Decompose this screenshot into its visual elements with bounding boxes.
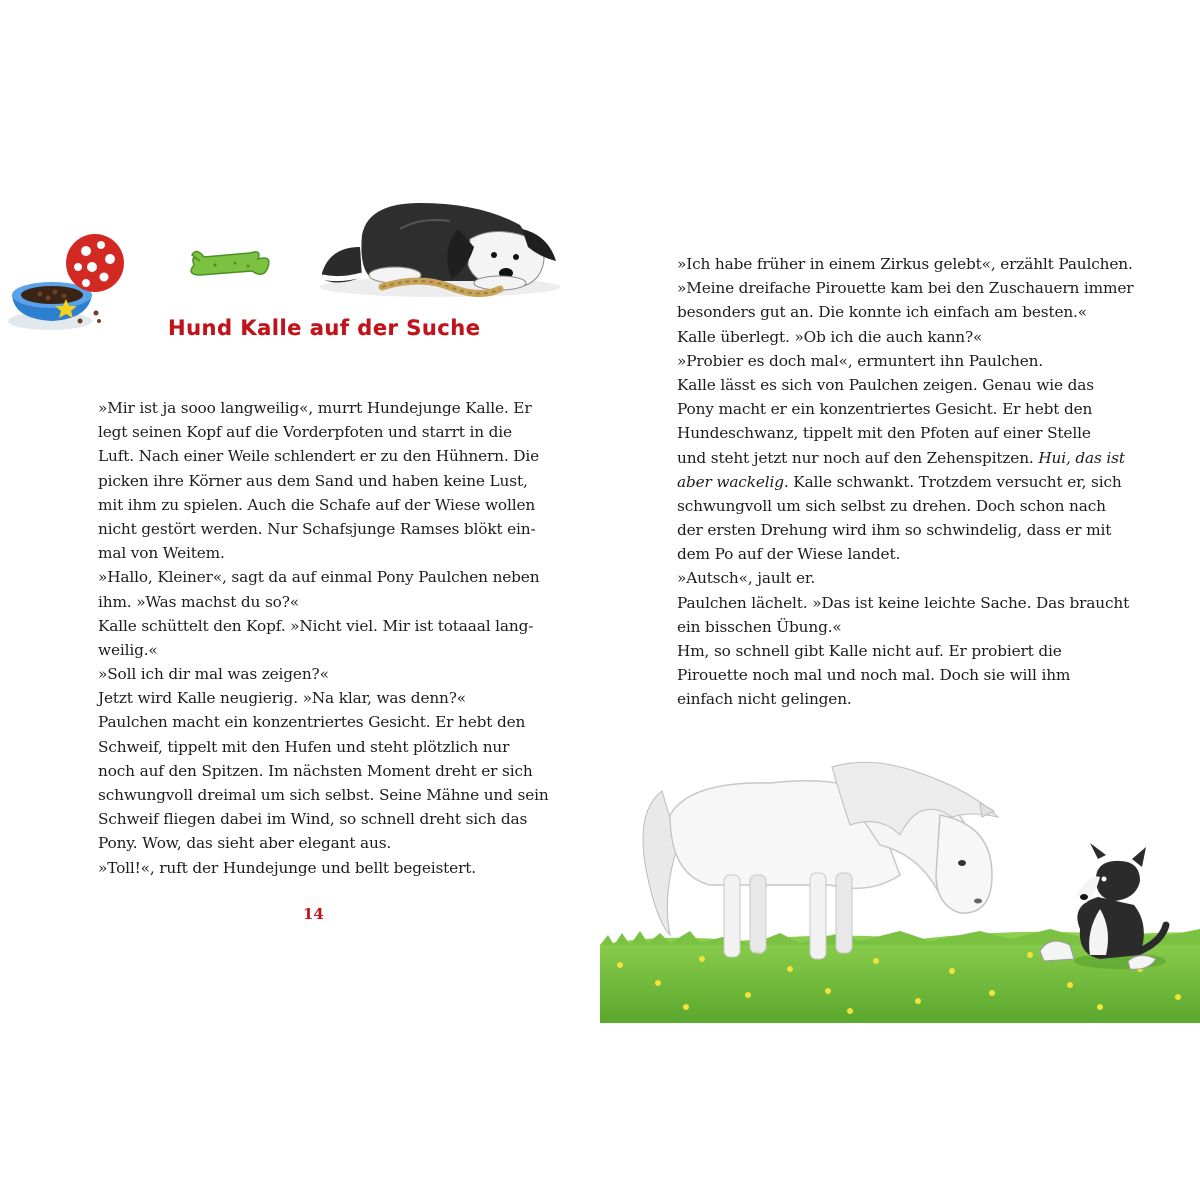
text-line: Luft. Nach einer Weile schlendert er zu den Hühnern. Die [98, 447, 540, 466]
text-line: Hundeschwanz, tippelt mit den Pfoten auf einer Stelle [677, 424, 1091, 443]
text-line: noch auf den Spitzen. Im nächsten Moment dreht er sich [98, 761, 533, 780]
text-line: Pony macht er ein konzentriertes Gesicht. Er hebt den [677, 400, 1093, 419]
text-line: besonders gut an. Die konnte ich einfach am besten.« [677, 303, 1087, 322]
text-line: nicht gestört werden. Nur Schafsjunge Ramses blökt ein- [98, 519, 536, 538]
text-line: der ersten Drehung wird ihm so schwindelig, dass er mit [677, 521, 1112, 540]
text-line: Kalle schüttelt den Kopf. »Nicht viel. Mir ist totaaal lang- [98, 616, 534, 635]
text-line: Kalle lässt es sich von Paulchen zeigen. Genau wie das [677, 375, 1094, 394]
text-line: Schweif fliegen dabei im Wind, so schnell dreht sich das [98, 810, 528, 829]
puppy-icon [1040, 843, 1166, 969]
text-line: schwungvoll dreimal um sich selbst. Seine Mähne und sein [98, 786, 549, 804]
text-line: »Ich habe früher in einem Zirkus gelebt«, erzählt Paulchen. [677, 255, 1133, 273]
text-segment: Kalle schwankt. Trotzdem versucht er, sich [788, 472, 1122, 491]
pony-icon [643, 762, 998, 959]
text-line: Paulchen macht ein konzentriertes Gesicht. Er hebt den [98, 713, 526, 732]
ball-icon [66, 234, 124, 292]
sleeping-dog-icon [320, 203, 560, 297]
text-line: »Hallo, Kleiner«, sagt da auf einmal Pony Paulchen neben [98, 568, 540, 587]
text-line: legt seinen Kopf auf die Vorderpfoten und starrt in die [98, 423, 512, 442]
text-line: Jetzt wird Kalle neugierig. »Na klar, was denn?« [98, 689, 467, 708]
text-line: Kalle überlegt. »Ob ich die auch kann?« [677, 327, 983, 346]
text-line: ihm. »Was machst du so?« [98, 592, 299, 611]
page-number: 14 [303, 905, 324, 923]
bone-icon [191, 251, 269, 275]
text-line-mixed [677, 446, 1125, 470]
text-line: dem Po auf der Wiese landet. [677, 545, 901, 564]
text-line: picken ihre Körner aus dem Sand und haben keine Lust, [98, 471, 528, 490]
text-line: Paulchen lächelt. »Das ist keine leichte Sache. Das braucht [677, 593, 1130, 612]
left-page-text [98, 396, 549, 880]
text-line: »Soll ich dir mal was zeigen?« [98, 665, 329, 684]
text-line: Pony. Wow, das sieht aber elegant aus. [98, 834, 392, 853]
text-line: »Toll!«, ruft der Hundejunge und bellt begeistert. [98, 858, 476, 877]
text-line: einfach nicht gelingen. [677, 690, 852, 709]
text-line: schwungvoll um sich selbst zu drehen. Doch schon nach [677, 496, 1106, 515]
text-line: weilig.« [98, 640, 158, 659]
text-line: »Autsch«, jault er. [677, 569, 816, 588]
pony-and-puppy-illustration [600, 755, 1200, 1025]
italic-thought: aber wackelig. [677, 472, 789, 491]
text-line: mit ihm zu spielen. Auch die Schafe auf der Wiese wollen [98, 495, 536, 514]
right-page-text [677, 252, 1134, 712]
text-line: Schweif, tippelt mit den Hufen und steht plötzlich nur [98, 737, 510, 756]
text-segment: und steht jetzt nur noch auf den Zehenspitzen. [677, 448, 1039, 467]
italic-thought: Hui, das ist [1038, 448, 1125, 467]
text-line: »Mir ist ja sooo langweilig«, murrt Hundejunge Kalle. Er [98, 399, 532, 417]
text-line: mal von Weitem. [98, 544, 225, 563]
text-line: ein bisschen Übung.« [677, 617, 842, 636]
text-line: »Meine dreifache Pirouette kam bei den Zuschauern immer [677, 279, 1134, 298]
text-line: Pirouette noch mal und noch mal. Doch sie will ihm [677, 666, 1071, 685]
chapter-title: Hund Kalle auf der Suche [168, 316, 481, 340]
text-line-mixed [677, 470, 1122, 494]
text-line: Hm, so schnell gibt Kalle nicht auf. Er probiert die [677, 642, 1062, 660]
text-line: »Probier es doch mal«, ermuntert ihn Paulchen. [677, 351, 1044, 370]
